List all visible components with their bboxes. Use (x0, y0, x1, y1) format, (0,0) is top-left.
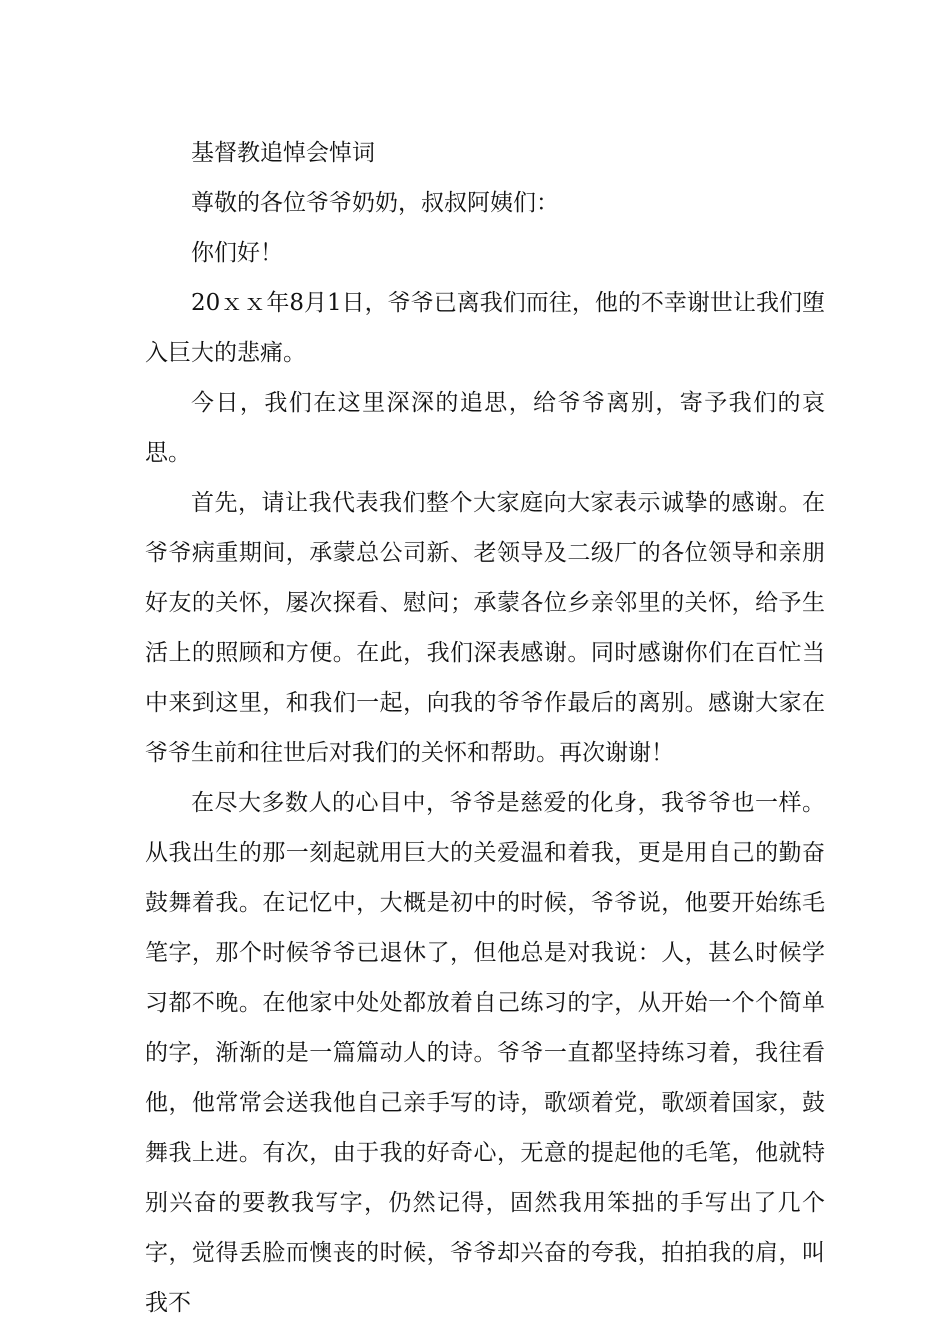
paragraph-thanks: 首先，请让我代表我们整个大家庭向大家表示诚挚的感谢。在爷爷病重期间，承蒙总公司新、老领导及二级厂的各位领导和亲朋好友的关怀，屡次探看、慰问；承蒙各位乡亲邻里的关怀，给予生活上的照顾和方便。在此，我们深表感谢。同时感谢你们在百忙当中来到这里，和我们一起，向我的爷爷作最后的离别。感谢大家在爷爷生前和往世后对我们的关怀和帮助。再次谢谢！ (145, 490, 825, 766)
paragraph-today: 今日，我们在这里深深的追思，给爷爷离别，寄予我们的哀思。 (145, 390, 825, 466)
paragraph-memories: 在尽大多数人的心目中，爷爷是慈爱的化身，我爷爷也一样。从我出生的那一刻起就用巨大的关爱温和着我，更是用自己的勤奋鼓舞着我。在记忆中，大概是初中的时候，爷爷说，他要开始练毛笔字，那个时候爷爷已退休了，但他总是对我说：人，甚么时候学习都不晚。在他家中处处都放着自己练习的字，从开始一个个简单的字，渐渐的是一篇篇动人的诗。爷爷一直都坚持练习着，我往看他，他常常会送我他自己亲手写的诗，歌颂着党，歌颂着国家，鼓舞我上进。有次，由于我的好奇心，无意的提起他的毛笔，他就特别兴奋的要教我写字，仍然记得，固然我用笨拙的手写出了几个字，觉得丢脸而懊丧的时候，爷爷却兴奋的夸我，拍拍我的肩，叫我不 (145, 790, 825, 1316)
salutation: 尊敬的各位爷爷奶奶，叔叔阿姨们： (191, 190, 559, 216)
document-title: 基督教追悼会悼词 (191, 140, 375, 166)
paragraph-date: 20ｘｘ年8月1日，爷爷已离我们而往，他的不幸谢世让我们堕入巨大的悲痛。 (145, 290, 825, 366)
greeting: 你们好！ (191, 240, 283, 266)
document-body (145, 128, 825, 1328)
